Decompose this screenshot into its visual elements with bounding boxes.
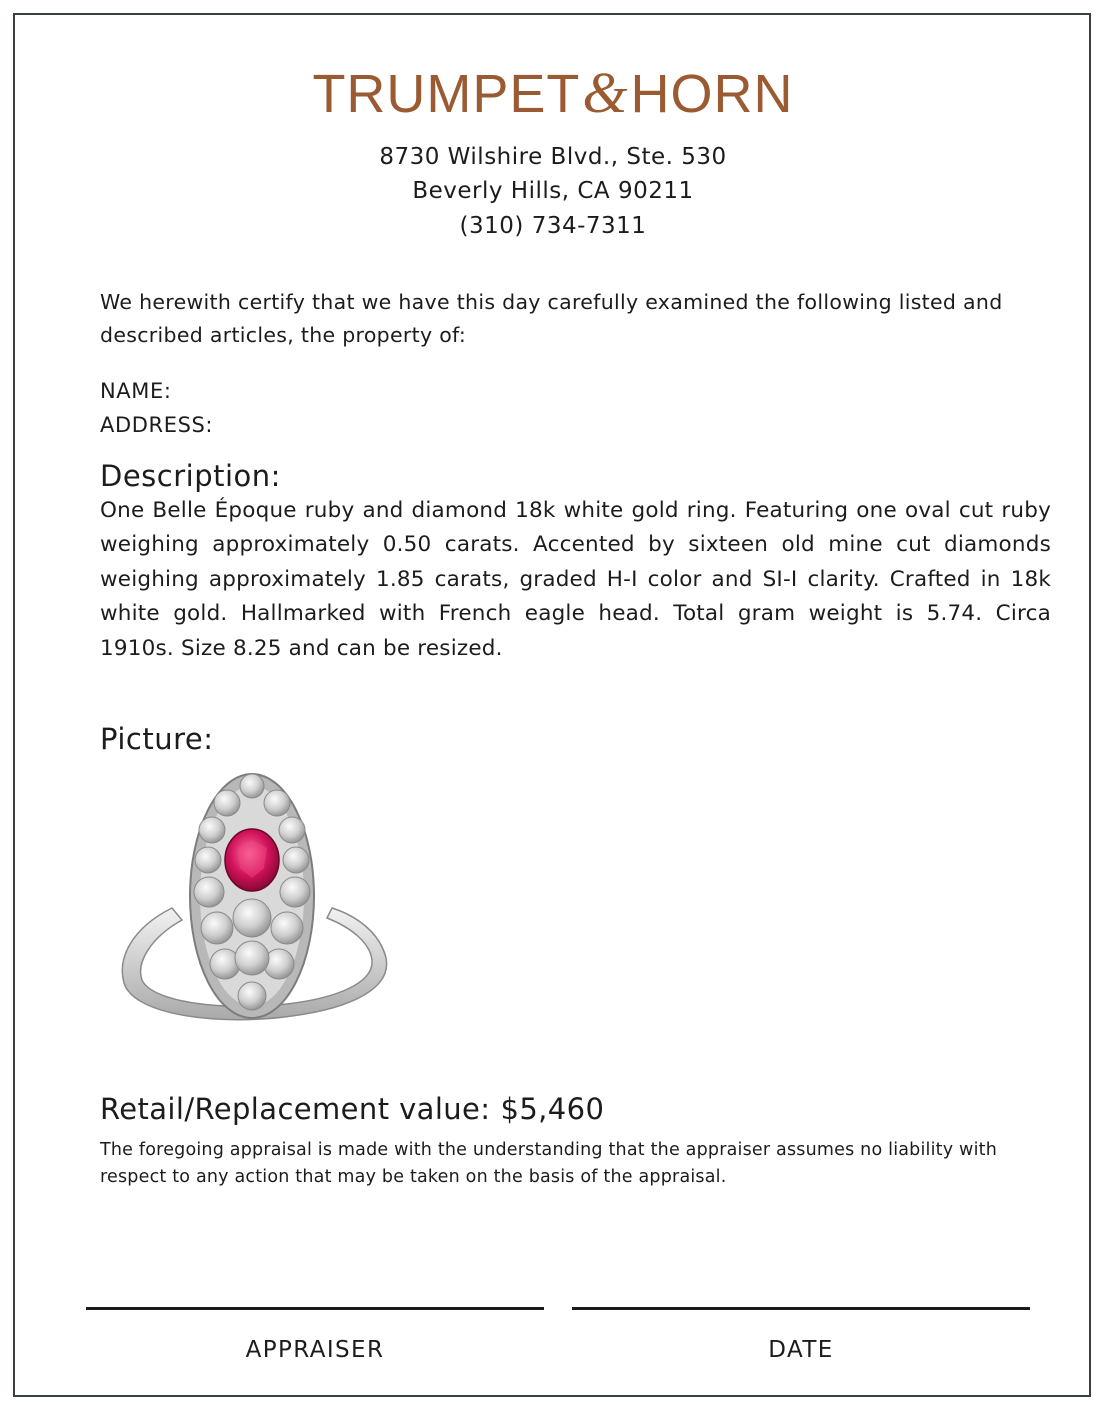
address-street: 8730 Wilshire Blvd., Ste. 530 xyxy=(379,144,727,170)
picture-heading: Picture: xyxy=(100,722,214,756)
appraiser-label: APPRAISER xyxy=(245,1337,385,1363)
description-heading: Description: xyxy=(100,459,281,493)
brand-left: TRUMPET xyxy=(312,64,581,124)
ruby-stone xyxy=(225,829,279,891)
certification-statement: We herewith certify that we have this day carefully examined the following listed and described articles, the property of: xyxy=(100,290,1003,347)
address-city: Beverly Hills, CA 90211 xyxy=(412,178,694,204)
liability-disclaimer: The foregoing appraisal is made with the understanding that the appraiser assumes no liability with respect to any action that may be taken on the basis of the appraisal. xyxy=(100,1140,997,1187)
retail-value-amount: $5,460 xyxy=(500,1092,605,1126)
date-label: DATE xyxy=(768,1337,834,1363)
description-text: One Belle Époque ruby and diamond 18k white gold ring. Featuring one oval cut ruby weighing approximately 0.50 carats. Accented by sixteen old mine cut diamonds weighing approximately 1.85 carats, graded H-I color and SI-I clarity. Crafted in 18k white gold. Hallmarked with French eagle head. Total gram weight is 5.74. Circa 1910s. Size 8.25 and can be resized. xyxy=(100,498,1051,661)
brand-ampersand: & xyxy=(582,60,629,125)
date-signature-line[interactable] xyxy=(572,1307,1030,1310)
brand-logo xyxy=(0,60,1106,127)
ring-image xyxy=(112,768,394,1038)
appraiser-signature-line[interactable] xyxy=(86,1307,544,1310)
retail-value-label: Retail/Replacement value: xyxy=(100,1092,491,1126)
name-field-label: NAME: xyxy=(100,379,172,403)
address-phone: (310) 734-7311 xyxy=(459,213,647,239)
retail-value xyxy=(100,1089,604,1129)
brand-right: HORN xyxy=(630,64,794,124)
address-field-label: ADDRESS: xyxy=(100,413,214,437)
